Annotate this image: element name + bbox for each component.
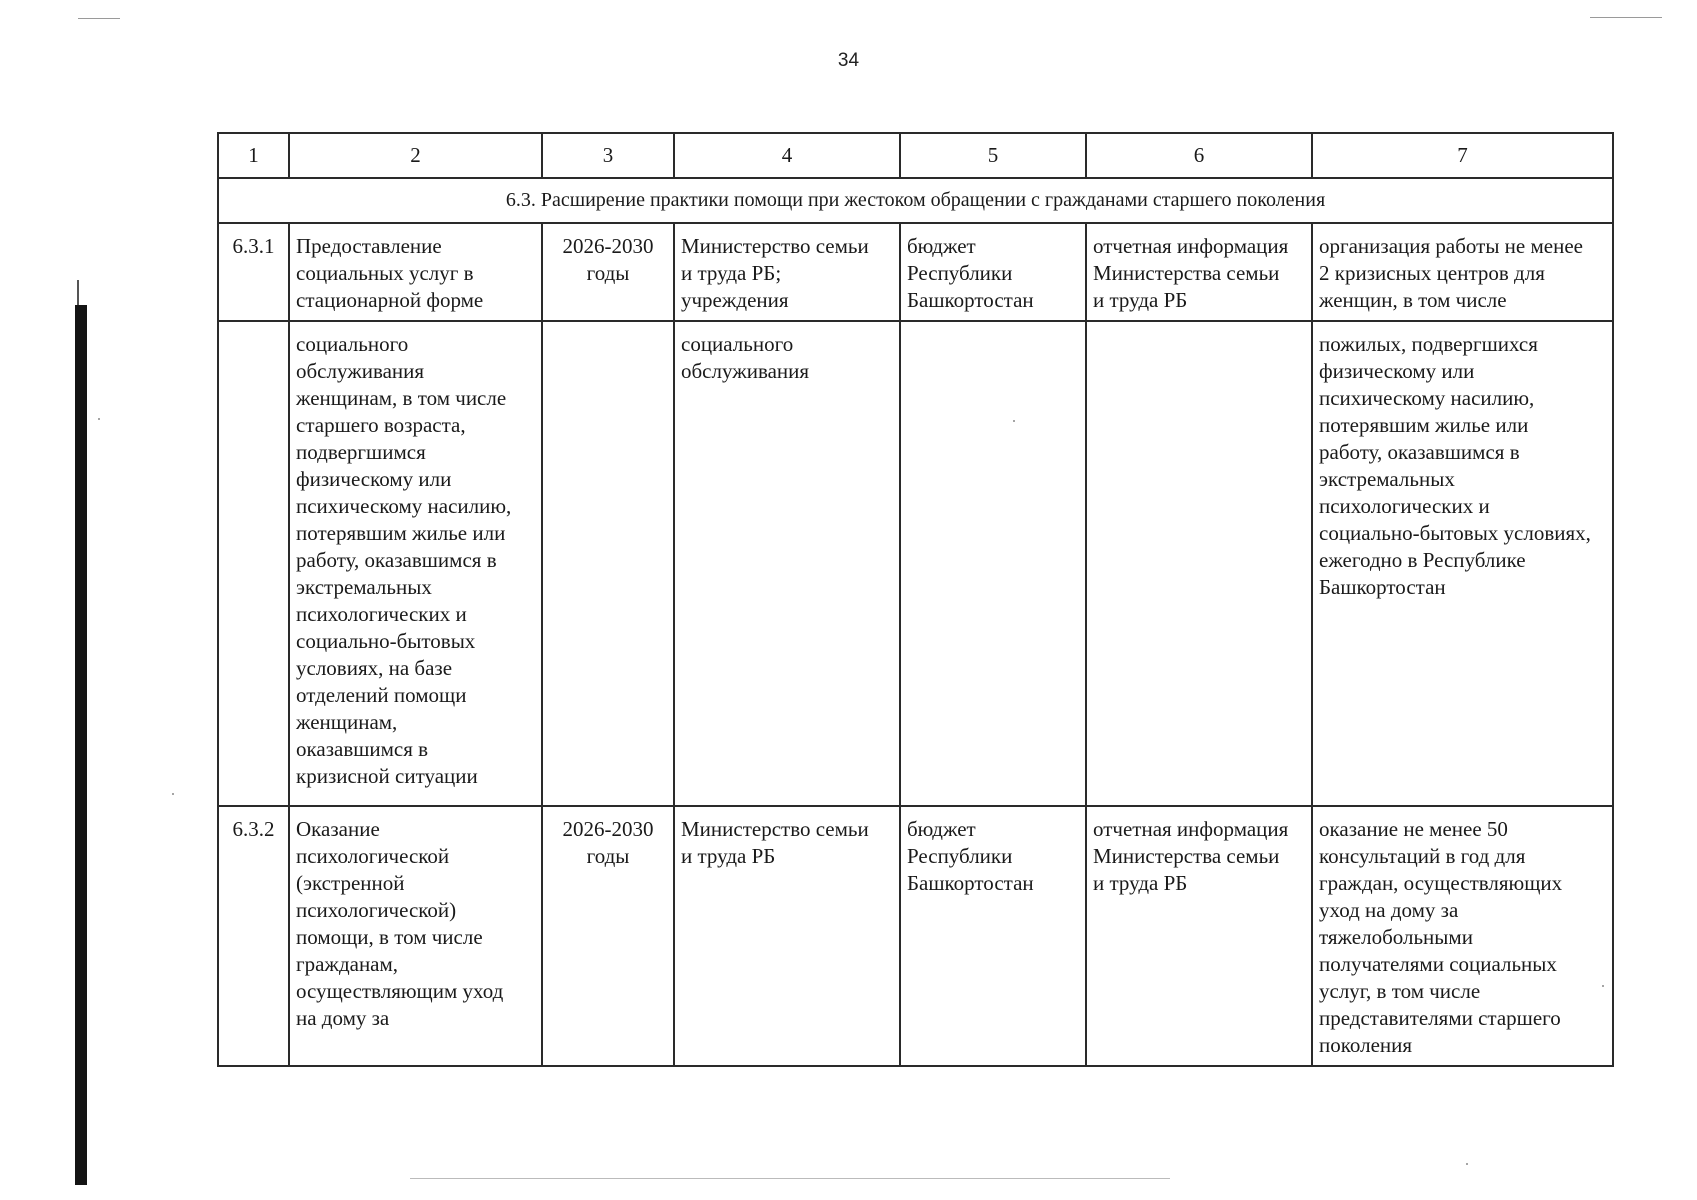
table-row: [218, 223, 1613, 321]
funding-source-cell: [900, 321, 1086, 806]
result-cell: пожилых, подвергшихся физическому или психическому насилию, потерявшим жилье или работу, оказавшимся в экстремальных психологических и социально-бытовых условиях, ежегодно в Республике Башкортостан: [1312, 321, 1613, 806]
left-scan-bar: [75, 305, 87, 1185]
header-cell: 3: [542, 133, 674, 178]
executor-cell: Министерство семьи и труда РБ; учреждения: [674, 223, 900, 321]
report-cell: отчетная информация Министерства семьи и труда РБ: [1086, 806, 1312, 1066]
executor-cell: социального обслуживания: [674, 321, 900, 806]
top-left-scan-line: [78, 18, 120, 19]
page-number: 34: [837, 50, 860, 71]
period-cell: 2026-2030 годы: [542, 806, 674, 1066]
scan-speck: [172, 793, 174, 795]
header-cell: 4: [674, 133, 900, 178]
header-cell: 1: [218, 133, 289, 178]
period-cell: [542, 321, 674, 806]
result-cell: оказание не менее 50 консультаций в год для граждан, осуществляющих уход на дому за тяжелобольными получателями социальных услуг, в том числе представителями старшего поколения: [1312, 806, 1613, 1066]
scan-speck: [1466, 1163, 1468, 1165]
executor-cell: Министерство семьи и труда РБ: [674, 806, 900, 1066]
bottom-scan-line: [410, 1178, 1170, 1179]
table-row: [218, 321, 1613, 806]
table-row: [218, 806, 1613, 1066]
header-cell: 5: [900, 133, 1086, 178]
header-cell: 6: [1086, 133, 1312, 178]
funding-source-cell: бюджет Республики Башкортостан: [900, 223, 1086, 321]
header-cell: 7: [1312, 133, 1613, 178]
row-number: [218, 321, 289, 806]
funding-source-cell: бюджет Республики Башкортостан: [900, 806, 1086, 1066]
scan-speck: [98, 418, 100, 420]
table-header-row: [218, 133, 1613, 178]
event-cell: социального обслуживания женщинам, в том числе старшего возраста, подвергшимся физическому или психическому насилию, потерявшим жилье или работу, оказавшимся в экстремальных психологических и социально-бытовых условиях, на базе отделений помощи женщинам, оказавшимся в кризисной ситуации: [289, 321, 542, 806]
action-plan-table: [217, 132, 1614, 1067]
section-title: 6.3. Расширение практики помощи при жестоком обращении с гражданами старшего поколения: [218, 178, 1613, 223]
report-cell: отчетная информация Министерства семьи и труда РБ: [1086, 223, 1312, 321]
top-right-scan-line: [1590, 17, 1662, 18]
event-cell: Предоставление социальных услуг в стационарной форме: [289, 223, 542, 321]
row-number: 6.3.2: [218, 806, 289, 1066]
result-cell: организация работы не менее 2 кризисных центров для женщин, в том числе: [1312, 223, 1613, 321]
row-number: 6.3.1: [218, 223, 289, 321]
section-title-row: [218, 178, 1613, 223]
period-cell: 2026-2030 годы: [542, 223, 674, 321]
header-cell: 2: [289, 133, 542, 178]
report-cell: [1086, 321, 1312, 806]
event-cell: Оказание психологической (экстренной психологической) помощи, в том числе гражданам, осуществляющим уход на дому за: [289, 806, 542, 1066]
